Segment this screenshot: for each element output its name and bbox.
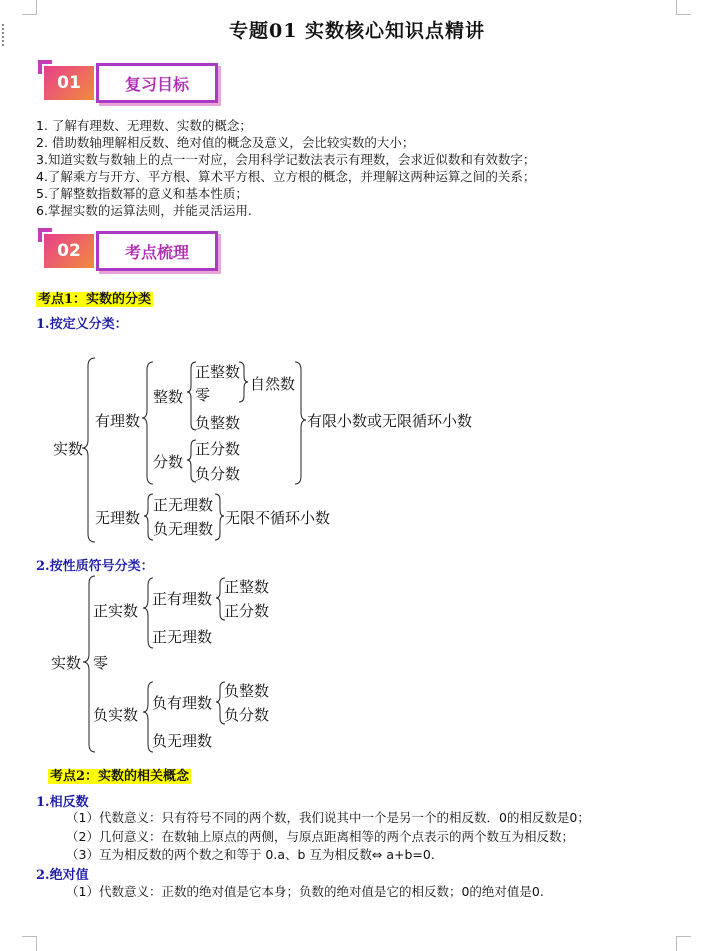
section-label: 考点梳理 bbox=[96, 231, 218, 271]
section-number: 01 bbox=[44, 66, 94, 100]
opposite-line: （1）代数意义：只有符号不同的两个数，我们说其中一个是另一个的相反数．0的相反数是0； bbox=[66, 810, 590, 825]
tree1-integer: 整数 bbox=[153, 388, 184, 406]
point1-heading: 考点1：实数的分类 bbox=[38, 292, 152, 307]
opposite-line: （2）几何意义：在数轴上原点的两侧，与原点距离相等的两个点表示的两个数互为相反数； bbox=[66, 829, 574, 844]
tree2-zero: 零 bbox=[93, 654, 109, 672]
tree2-neg-irr: 负无理数 bbox=[152, 732, 213, 750]
tree1-root: 实数 bbox=[53, 440, 84, 458]
tree2-pos-frac: 正分数 bbox=[224, 602, 270, 620]
absolute-line: （1）代数意义：正数的绝对值是它本身；负数的绝对值是它的相反数；0的绝对值是0. bbox=[66, 884, 544, 899]
point1-sub2: 2.按性质符号分类： bbox=[36, 559, 154, 574]
tree1-rational: 有理数 bbox=[95, 412, 141, 430]
tree1-zero: 零 bbox=[195, 386, 211, 404]
brace-root bbox=[82, 358, 95, 542]
brace-rational bbox=[142, 362, 153, 484]
brace-irrational bbox=[144, 494, 153, 540]
tree1-neg-irr: 负无理数 bbox=[153, 520, 214, 538]
tree2-root: 实数 bbox=[51, 654, 82, 672]
point1-sub1: 1.按定义分类： bbox=[36, 317, 128, 332]
brace-natural bbox=[239, 362, 248, 402]
goal-item: 3.知道实数与数轴上的点一一对应，会用科学记数法表示有理数，会求近似数和有效数字； bbox=[36, 152, 536, 167]
section-label: 复习目标 bbox=[96, 63, 218, 103]
opposite-title: 1.相反数 bbox=[36, 795, 89, 810]
tree1-irrational-desc: 无限不循环小数 bbox=[225, 509, 331, 527]
tree2-neg-rational: 负有理数 bbox=[152, 694, 213, 712]
tree1-fraction: 分数 bbox=[153, 453, 184, 471]
tree2-pos-real: 正实数 bbox=[93, 602, 139, 620]
tree1-pos-int: 正整数 bbox=[195, 363, 241, 381]
tree1-irrational: 无理数 bbox=[95, 509, 141, 527]
section-number: 02 bbox=[44, 234, 94, 268]
tree2-pos-irr: 正无理数 bbox=[152, 628, 213, 646]
tree2-pos-rational: 正有理数 bbox=[152, 590, 213, 608]
goal-item: 6.掌握实数的运算法则，并能灵活运用. bbox=[36, 203, 252, 218]
opposite-line: （3）互为相反数的两个数之和等于 0.a、b 互为相反数⇔ a+b=0. bbox=[66, 847, 435, 862]
tree1-neg-frac: 负分数 bbox=[195, 465, 241, 483]
page-title: 专题01 实数核心知识点精讲 bbox=[228, 20, 486, 42]
point2-heading: 考点2：实数的相关概念 bbox=[50, 769, 190, 784]
goal-item: 1. 了解有理数、无理数、实数的概念； bbox=[36, 118, 252, 133]
tree2-neg-int: 负整数 bbox=[224, 682, 270, 700]
absolute-title: 2.绝对值 bbox=[36, 868, 89, 883]
tree1-rational-desc: 有限小数或无限循环小数 bbox=[307, 412, 473, 430]
tree1-pos-frac: 正分数 bbox=[195, 440, 241, 458]
goal-item: 5.了解整数指数幂的意义和基本性质； bbox=[36, 186, 248, 201]
tree1-natural: 自然数 bbox=[250, 375, 296, 393]
goal-item: 2. 借助数轴理解相反数、绝对值的概念及意义，会比较实数的大小； bbox=[36, 135, 415, 150]
tree2-pos-int: 正整数 bbox=[224, 578, 270, 596]
tree1-neg-int: 负整数 bbox=[195, 414, 241, 432]
tree1-pos-irr: 正无理数 bbox=[153, 496, 214, 514]
brace-irrational-desc bbox=[215, 494, 224, 540]
tree2-neg-frac: 负分数 bbox=[224, 706, 270, 724]
tree2-neg-real: 负实数 bbox=[93, 706, 139, 724]
brace-rational-desc bbox=[295, 362, 306, 484]
goal-item: 4.了解乘方与开方、平方根、算术平方根、立方根的概念，并理解这两种运算之间的关系； bbox=[36, 169, 536, 184]
